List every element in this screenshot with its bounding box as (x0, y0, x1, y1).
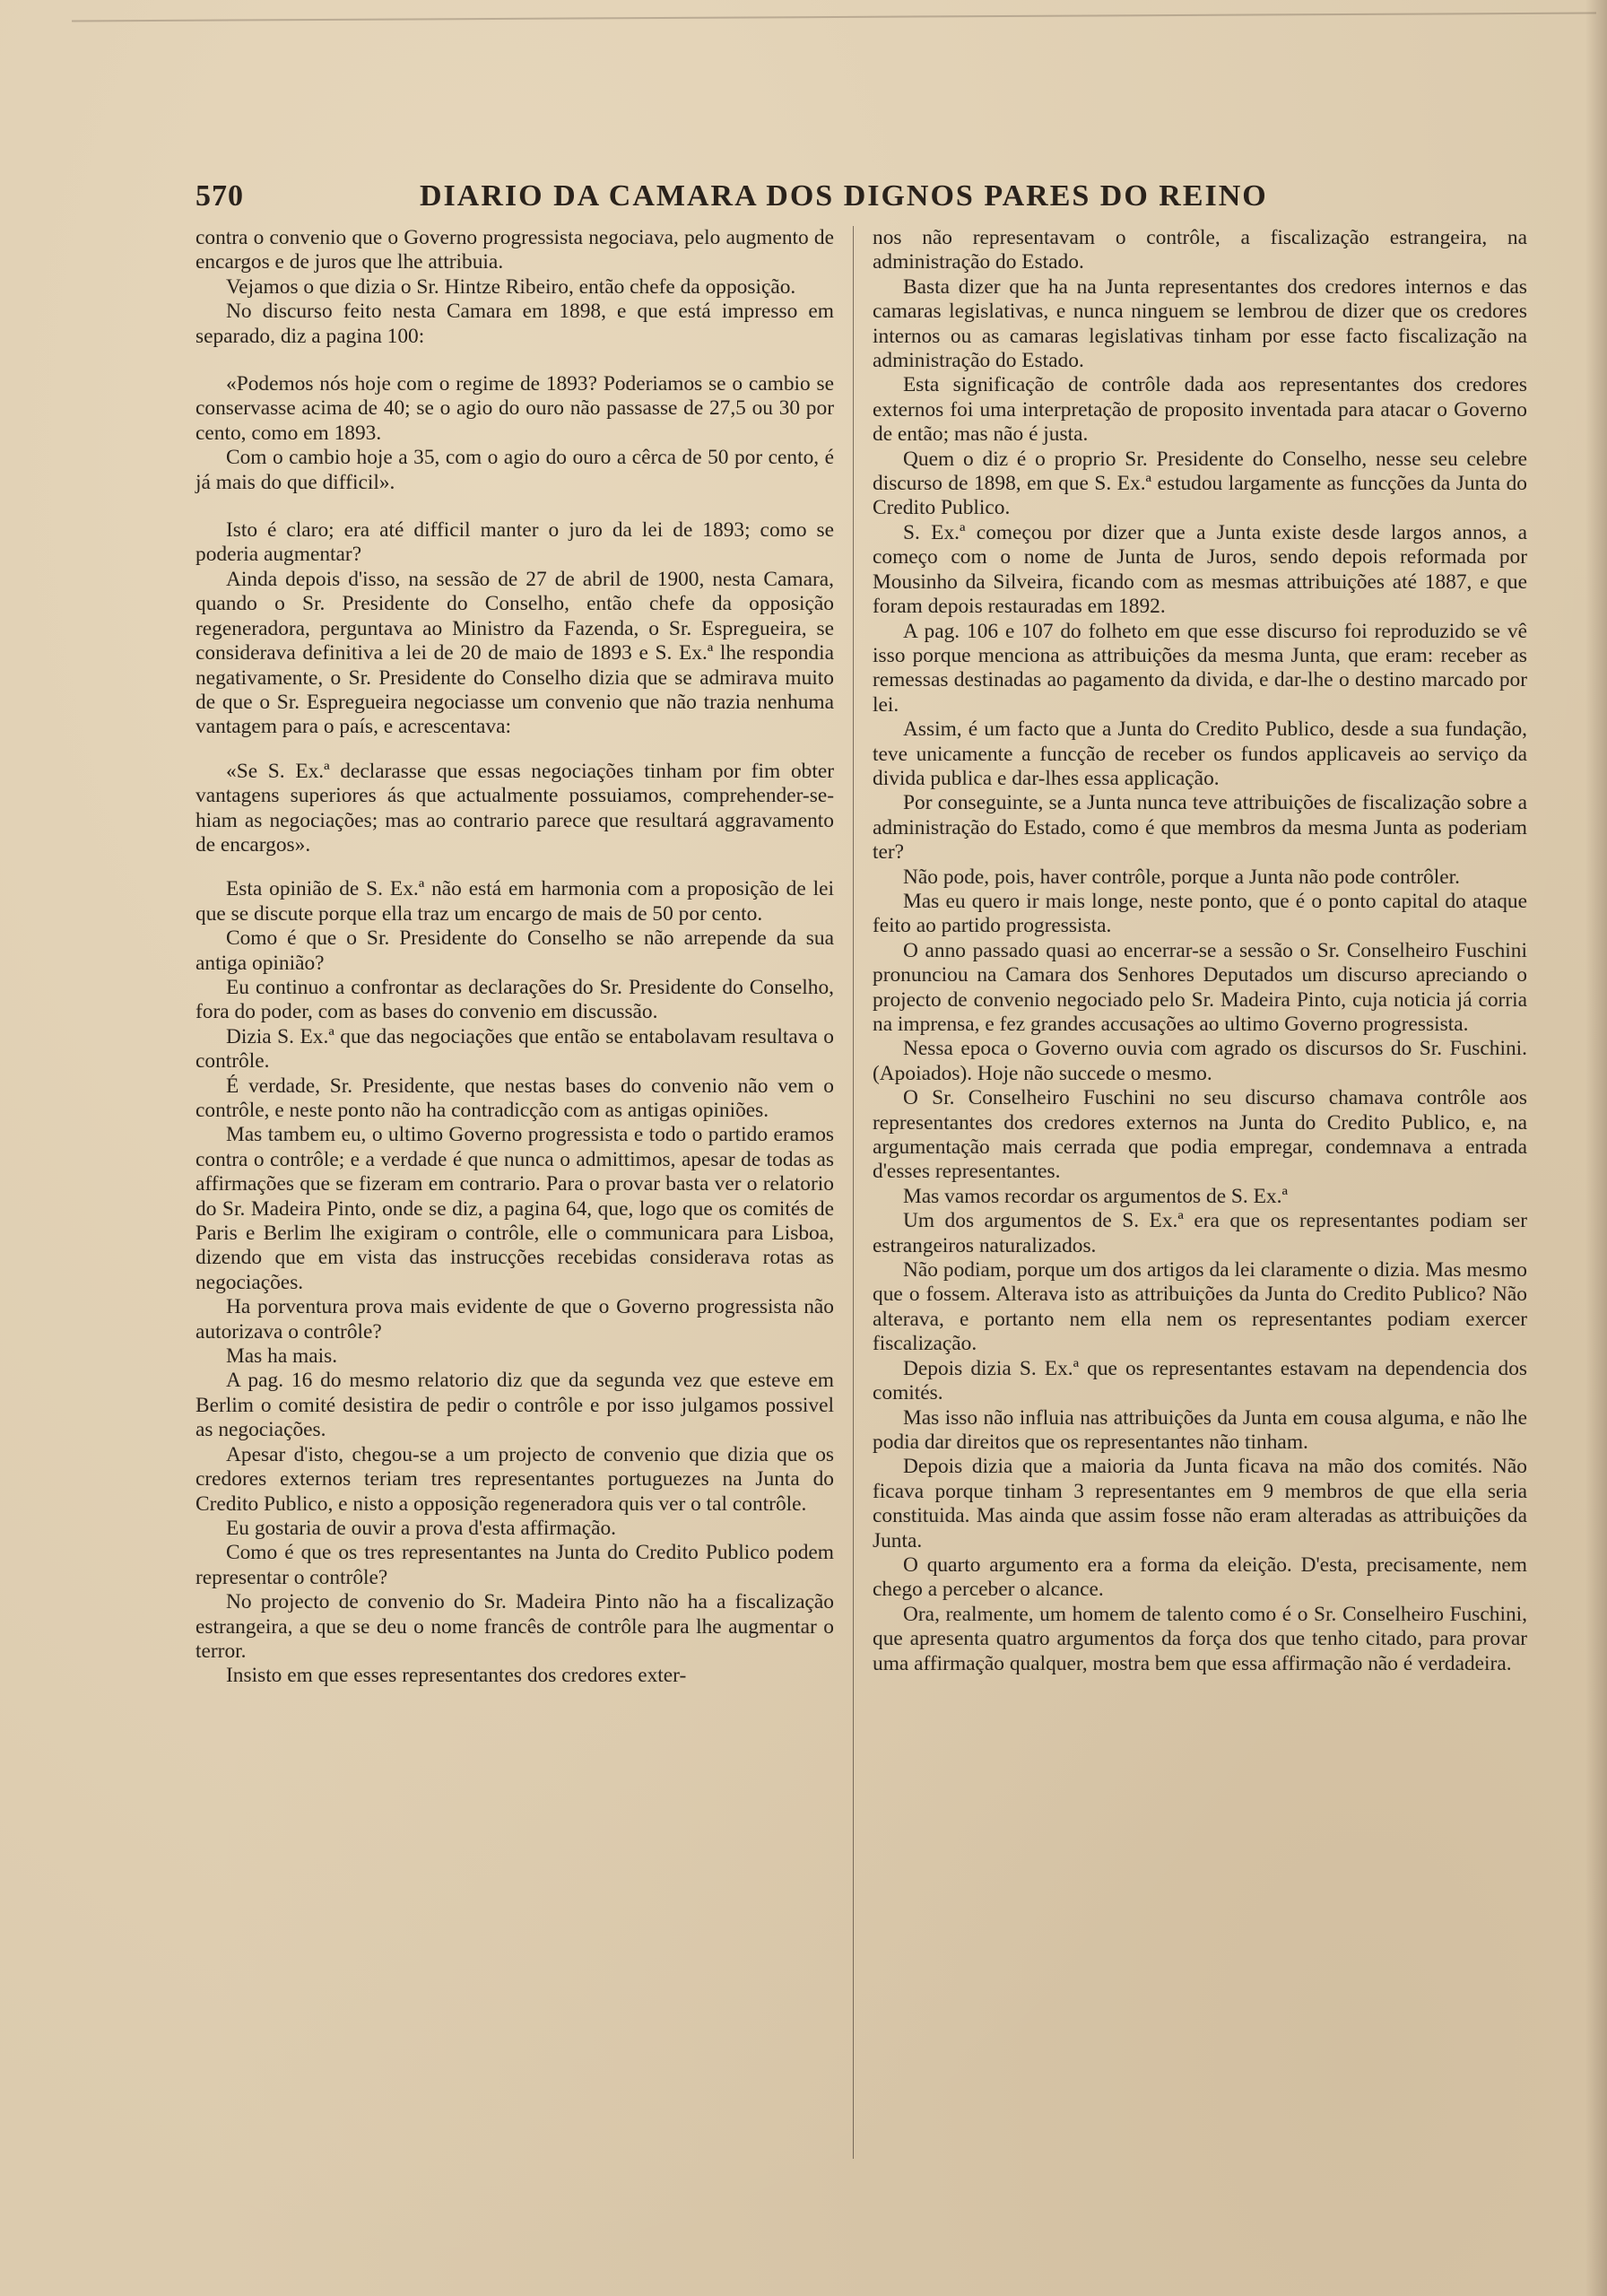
paragraph: Esta significação de contrôle dada aos representantes dos credores externos foi uma interpretação de proposito inventada para atacar o Governo de então; mas não é justa. (873, 373, 1527, 447)
quotation: Com o cambio hoje a 35, com o agio do ouro a cêrca de 50 por cento, é já mais do que difficil». (195, 446, 834, 494)
page-header (195, 176, 1528, 219)
page-edge-right (1585, 0, 1607, 2296)
paragraph: Ainda depois d'isso, na sessão de 27 de abril de 1900, nesta Camara, quando o Sr. Presidente do Conselho, então chefe da opposição regeneradora, perguntava ao Ministro da Fazenda, o Sr. Espregueira, se considerava definitiva a lei de 20 de maio de 1893 e S. Ex.ª lhe respondia negativamente, o Sr. Presidente do Conselho dizia que se admirava muito de que o Sr. Espregueira negociasse um convenio que não trazia nenhuma vantagem para o país, e acrescentava: (195, 567, 834, 739)
paragraph: Quem o diz é o proprio Sr. Presidente do Conselho, nesse seu celebre discurso de 1898, em que S. Ex.ª estudou largamente as funcções da Junta do Credito Publico. (873, 447, 1527, 520)
paragraph: Eu continuo a confrontar as declarações do Sr. Presidente do Conselho, fora do poder, com as bases do convenio em discussão. (195, 975, 834, 1024)
paragraph: nos não representavam o contrôle, a fiscalização estrangeira, na administração do Estado. (873, 226, 1527, 274)
paragraph: Mas eu quero ir mais longe, neste ponto, que é o ponto capital do ataque feito ao partido progressista. (873, 889, 1527, 938)
paragraph: No discurso feito nesta Camara em 1898, e que está impresso em separado, diz a pagina 100: (195, 300, 834, 348)
paragraph: Esta opinião de S. Ex.ª não está em harmonia com a proposição de lei que se discute porque ella traz um encargo de mais de 50 por cento. (195, 877, 834, 926)
paragraph: Dizia S. Ex.ª que das negociações que então se entabolavam resultava o contrôle. (195, 1024, 834, 1074)
left-column (195, 226, 834, 1689)
paragraph: Depois dizia S. Ex.ª que os representantes estavam na dependencia dos comités. (873, 1356, 1527, 1405)
paragraph: Por conseguinte, se a Junta nunca teve attribuições de fiscalização sobre a administração do Estado, como é que membros da mesma Junta as poderiam ter? (873, 791, 1527, 865)
paragraph: O quarto argumento era a forma da eleição. D'esta, precisamente, nem chego a perceber o alcance. (873, 1552, 1527, 1602)
column-divider (853, 226, 854, 2159)
paragraph: Não pode, pois, haver contrôle, porque a Junta não pode contrôler. (903, 865, 1460, 889)
page-edge-top (72, 13, 1596, 22)
right-column (873, 226, 1527, 1676)
paragraph: Mas tambem eu, o ultimo Governo progressista e todo o partido eramos contra o contrôle; e a verdade é que nunca o admittimos, apesar de todas as affirmações que se fizeram em contrario. Para o provar basta ver o relatorio do Sr. Madeira Pinto, onde se diz, a pagina 64, que, logo que os comités de Paris e Berlim lhe exigiram o contrôle, elle o communicara para Lisboa, dizendo que em vista das instrucções recebidas considerava rotas as negociações. (195, 1123, 834, 1294)
quotation: «Se S. Ex.ª declarasse que essas negociações tinham por fim obter vantagens superiores ás que actualmente possuiamos, comprehender-se-hiam as negociações; mas ao contrario parece que resultará aggravamento de encargos». (195, 759, 834, 857)
page-number: 570 (195, 179, 244, 213)
paragraph: Mas vamos recordar os argumentos de S. Ex.ª (903, 1184, 1288, 1208)
paragraph: A pag. 16 do mesmo relatorio diz que da segunda vez que esteve em Berlim o comité desistira de pedir o contrôle e por isso julgamos possivel as negociações. (195, 1369, 834, 1442)
paragraph: O anno passado quasi ao encerrar-se a sessão o Sr. Conselheiro Fuschini pronunciou na Camara dos Senhores Deputados um discurso apreciando o projecto de convenio negociado pelo Sr. Madeira Pinto, cuja noticia já corria na imprensa, e fez grandes accusações ao ultimo Governo progressista. (873, 938, 1527, 1036)
paragraph: É verdade, Sr. Presidente, que nestas bases do convenio não vem o contrôle, e neste ponto não ha contradicção com as antigas opiniões. (195, 1074, 834, 1122)
paragraph: Depois dizia que a maioria da Junta ficava na mão dos comités. Não ficava porque tinham 3 representantes em 9 membros de que ella seria constituida. Mas ainda que assim fosse não eram alteradas as attribuições da Junta. (873, 1455, 1527, 1552)
running-title: DIARIO DA CAMARA DOS DIGNOS PARES DO REINO (420, 179, 1268, 213)
paragraph: Ha porventura prova mais evidente de que o Governo progressista não autorizava o contrôle? (195, 1295, 834, 1344)
paragraph: Basta dizer que ha na Junta representantes dos credores internos e das camaras legislativas, e nunca ninguem se lembrou de dizer que os credores internos ou as camaras legislativas tinham por esse facto fiscalização na administração do Estado. (873, 274, 1527, 373)
paragraph: No projecto de convenio do Sr. Madeira Pinto não ha a fiscalização estrangeira, a que se deu o nome francês de contrôle para lhe augmentar o terror. (195, 1590, 834, 1663)
quotation: «Podemos nós hoje com o regime de 1893? Poderiamos se o cambio se conservasse acima de 40; se o agio do ouro não passasse de 27,5 ou 30 por cento, como em 1893. (195, 372, 834, 445)
paragraph: S. Ex.ª começou por dizer que a Junta existe desde largos annos, a começo com o nome de Junta de Juros, sendo depois reformada por Mousinho da Silveira, ficando com as mesmas attribuições até 1887, e que foram depois restauradas em 1892. (873, 520, 1527, 619)
paragraph: Mas ha mais. (226, 1344, 338, 1369)
text-columns (195, 226, 1528, 2208)
paragraph: Nessa epoca o Governo ouvia com agrado os discursos do Sr. Fuschini. (Apoiados). Hoje não succede o mesmo. (873, 1037, 1527, 1085)
paragraph: Assim, é um facto que a Junta do Credito Publico, desde a sua fundação, teve unicamente a funcção de receber os fundos applicaveis ao serviço da divida publica e dar-lhes essa applicação. (873, 718, 1527, 790)
document-page (195, 176, 1528, 2208)
paragraph: Não podiam, porque um dos artigos da lei claramente o dizia. Mas mesmo que o fossem. Alterava isto as attribuições da Junta do Credito Publico? Não alterava, e portanto nem ella nem os representantes podiam exercer fiscalização. (873, 1258, 1527, 1356)
paragraph: Mas isso não influia nas attribuições da Junta em cousa alguma, e não lhe podia dar direitos que os representantes não tinham. (873, 1405, 1527, 1454)
paragraph: Como é que os tres representantes na Junta do Credito Publico podem representar o contrôle? (195, 1541, 834, 1589)
paragraph: contra o convenio que o Governo progressista negociava, pelo augmento de encargos e de juros que lhe attribuia. (195, 226, 834, 274)
paragraph: O Sr. Conselheiro Fuschini no seu discurso chamava contrôle aos representantes dos credores externos na Junta do Credito Publico, e, na argumentação mais cerrada que podia empregar, condemnava a entrada d'esses representantes. (873, 1086, 1527, 1184)
paragraph: Insisto em que esses representantes dos credores exter- (226, 1664, 687, 1688)
paragraph: Um dos argumentos de S. Ex.ª era que os representantes podiam ser estrangeiros naturalizados. (873, 1209, 1527, 1257)
paragraph: A pag. 106 e 107 do folheto em que esse discurso foi reproduzido se vê isso porque menciona as attribuições da mesma Junta, que eram: receber as remessas destinadas ao pagamento da divida, e dar-lhe o destino marcado por lei. (873, 619, 1527, 717)
paragraph: Vejamos o que dizia o Sr. Hintze Ribeiro, então chefe da opposição. (226, 274, 796, 299)
paragraph: Como é que o Sr. Presidente do Conselho se não arrepende da sua antiga opinião? (195, 926, 834, 975)
paragraph: Isto é claro; era até difficil manter o juro da lei de 1893; como se poderia augmentar? (195, 518, 834, 567)
paragraph: Ora, realmente, um homem de talento como é o Sr. Conselheiro Fuschini, que apresenta quatro argumentos da força dos que tenho citado, para provar uma affirmação qualquer, mostra bem que essa affirmação não é verdadeira. (873, 1602, 1527, 1675)
paragraph: Eu gostaria de ouvir a prova d'esta affirmação. (226, 1516, 617, 1540)
paragraph: Apesar d'isto, chegou-se a um projecto de convenio que dizia que os credores externos teriam tres representantes portuguezes na Junta do Credito Publico, e nisto a opposição regeneradora quis ver o tal contrôle. (195, 1442, 834, 1516)
